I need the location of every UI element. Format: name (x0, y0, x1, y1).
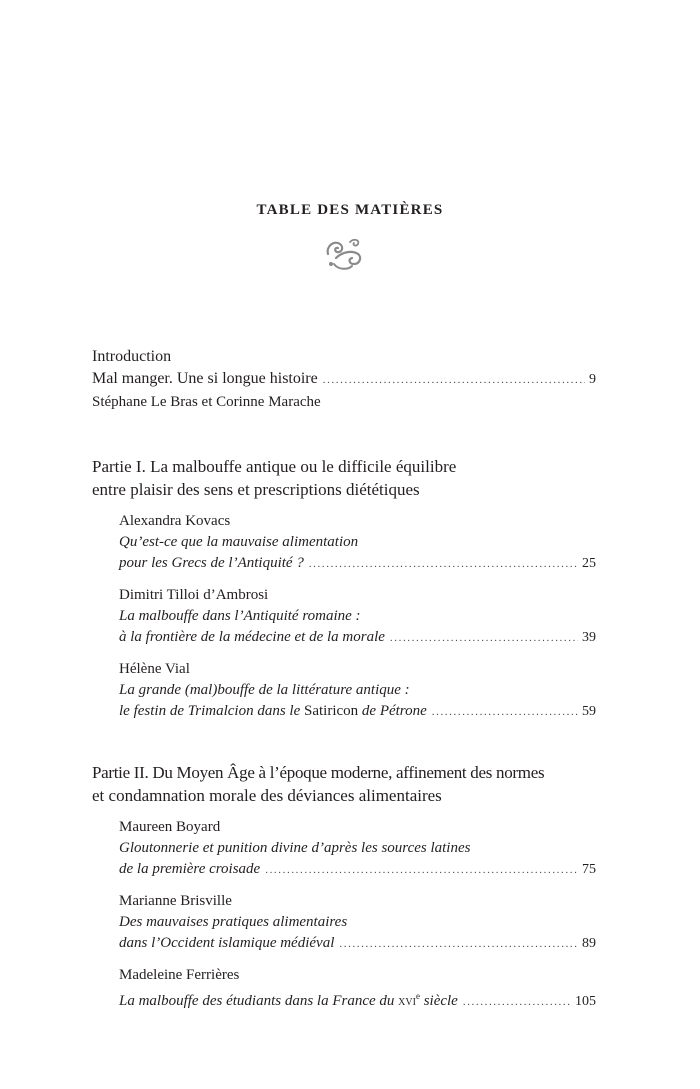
century-suffix: e (415, 991, 420, 1001)
entry-author: Dimitri Tilloi d’Ambrosi (119, 587, 269, 603)
toc-entry[interactable] (119, 585, 596, 649)
part-2-section (92, 761, 604, 1013)
introduction-section (92, 346, 596, 413)
entry-title-line-1: Des mauvaises pratiques alimentaires (119, 914, 348, 930)
page-number: 105 (575, 994, 596, 1009)
part-1-title (92, 455, 596, 501)
fleuron-icon (322, 234, 366, 272)
page-number: 9 (589, 372, 596, 387)
toc-entry[interactable] (119, 965, 596, 1013)
entry-author: Alexandra Kovacs (119, 513, 231, 529)
dot-leader (339, 934, 578, 955)
introduction-label: Introduction (92, 348, 172, 365)
entry-title-line-2: dans l’Occident islamique médiéval (119, 935, 335, 951)
entry-title-line-1: Qu’est-ce que la mauvaise alimentation (119, 534, 359, 550)
dot-leader (390, 628, 578, 649)
dot-leader (265, 860, 578, 881)
toc-entry[interactable] (119, 511, 596, 575)
entry-title-part: siècle (419, 993, 458, 1009)
page-title: TABLE DES MATIÈRES (256, 202, 444, 218)
page-number: 89 (582, 936, 596, 951)
entry-author: Madeleine Ferrières (119, 967, 240, 983)
entry-title-line-2: pour les Grecs de l’Antiquité ? (119, 555, 304, 571)
introduction-authors: Stéphane Le Bras et Corinne Marache (92, 394, 321, 410)
dot-leader (323, 369, 585, 391)
dot-leader (309, 554, 578, 575)
entry-title-line-2 (119, 701, 427, 722)
entry-title-line-1 (119, 986, 458, 1012)
part-2-title (92, 761, 604, 807)
entry-title-part: La malbouffe des étudiants dans la France du (119, 993, 399, 1009)
page-number: 75 (582, 862, 596, 877)
entry-title-line-2: de la première croisade (119, 861, 261, 877)
part-1-section (92, 455, 596, 723)
toc-entry[interactable] (119, 817, 596, 881)
entry-author: Hélène Vial (119, 661, 190, 677)
entry-title-line-1: La malbouffe dans l’Antiquité romaine : (119, 608, 361, 624)
introduction-title: Mal manger. Une si longue histoire (92, 370, 318, 387)
work-title: Satiricon (304, 703, 359, 719)
entry-title-part: de Pétrone (358, 703, 427, 719)
entry-author: Maureen Boyard (119, 819, 221, 835)
page-number: 59 (582, 704, 596, 719)
page-number: 39 (582, 630, 596, 645)
dot-leader (463, 992, 571, 1013)
entry-title-line-2: à la frontière de la médecine et de la morale (119, 629, 385, 645)
century-numeral: xvi (398, 994, 416, 1009)
entry-title-line-1: Gloutonnerie et punition divine d’après les sources latines (119, 840, 471, 856)
page-number: 25 (582, 556, 596, 571)
entry-title-part: le festin de Trimalcion dans le (119, 703, 304, 719)
toc-entry[interactable] (119, 659, 596, 723)
part-2-title-line-2: et condamnation morale des déviances alimentaires (92, 786, 442, 805)
part-2-title-line-1: Partie II. Du Moyen Âge à l’époque moderne, affinement des normes (92, 763, 545, 782)
dot-leader (432, 702, 578, 723)
part-1-title-line-2: entre plaisir des sens et prescriptions diététiques (92, 480, 420, 499)
part-1-title-line-1: Partie I. La malbouffe antique ou le difficile équilibre (92, 457, 457, 476)
toc-entry[interactable] (119, 891, 596, 955)
entry-author: Marianne Brisville (119, 893, 232, 909)
toc-line-introduction[interactable] (92, 368, 596, 391)
entry-title-line-1: La grande (mal)bouffe de la littérature antique : (119, 682, 410, 698)
